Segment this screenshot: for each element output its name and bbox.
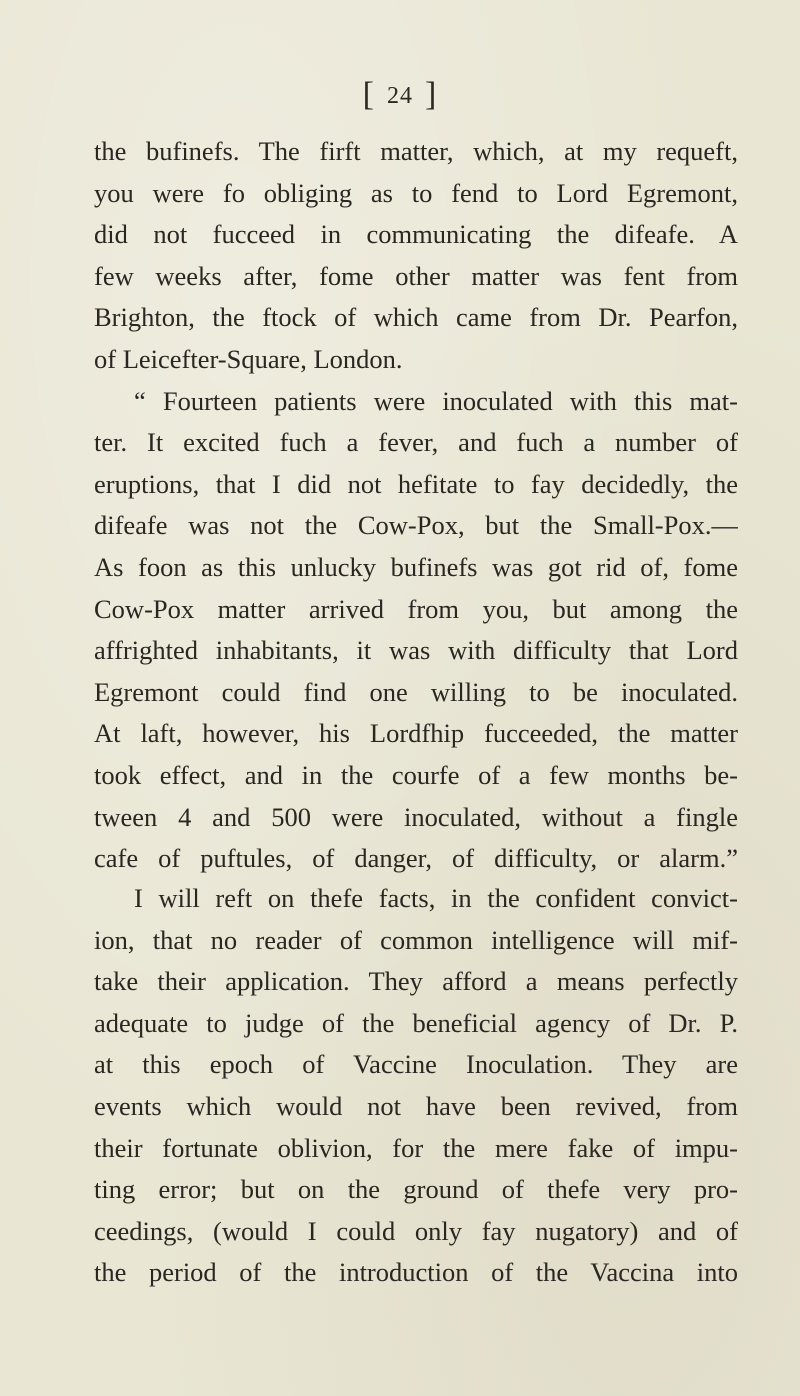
text-line: few weeks after, fome other matter was fent from	[94, 260, 738, 291]
text-line: “ Fourteen patients were inoculated with this mat-	[134, 385, 738, 416]
text-line: Cow-Pox matter arrived from you, but among the	[94, 593, 738, 624]
text-line: take their application. They afford a means perfectly	[94, 966, 738, 997]
page-header	[0, 76, 800, 114]
text-line: I will reft on thefe facts, in the confident convict-	[134, 883, 738, 913]
header-open-bracket: [	[362, 76, 375, 113]
text-line: the bufinefs. The firft matter, which, at my requeft,	[94, 136, 738, 166]
text-line: tween 4 and 500 were inoculated, without a fingle	[94, 801, 738, 832]
text-line: at this epoch of Vaccine Inoculation. They are	[94, 1049, 738, 1080]
text-line: ion, that no reader of common intelligence will mif-	[94, 924, 738, 955]
text-line: At laft, however, his Lordfhip fucceeded, the matter	[94, 718, 738, 749]
text-line: events which would not have been revived, from	[94, 1090, 738, 1121]
text-line: you were fo obliging as to fend to Lord Egremont,	[94, 177, 738, 208]
text-line: their fortunate oblivion, for the mere fake of impu-	[94, 1132, 738, 1163]
text-line: ceedings, (would I could only fay nugatory) and of	[94, 1215, 738, 1246]
text-line: adequate to judge of the beneficial agency of Dr. P.	[94, 1007, 738, 1038]
text-line: As foon as this unlucky bufinefs was got rid of, fome	[94, 551, 738, 582]
text-line: eruptions, that I did not hefitate to fay decidedly, the	[94, 468, 738, 499]
text-line: the period of the introduction of the Vaccina into	[94, 1257, 738, 1288]
text-line: Brighton, the ftock of which came from Dr. Pearfon,	[94, 302, 738, 333]
text-line: took effect, and in the courfe of a few months be-	[94, 759, 738, 790]
paragraph-2	[94, 878, 738, 1294]
page-number: 24	[387, 83, 413, 109]
text-line: of Leicefter-Square, London.	[94, 343, 403, 374]
header-close-bracket: ]	[425, 76, 438, 113]
paragraph-1	[94, 131, 738, 880]
text-line: difeafe was not the Cow-Pox, but the Small-Pox.—	[94, 510, 738, 541]
text-line: Egremont could find one willing to be inoculated.	[94, 676, 738, 707]
text-line: ting error; but on the ground of thefe very pro-	[94, 1174, 738, 1205]
text-line: cafe of puftules, of danger, of difficulty, or alarm.”	[94, 843, 738, 874]
text-line: ter. It excited fuch a fever, and fuch a number of	[94, 427, 738, 458]
text-line: affrighted inhabitants, it was with difficulty that Lord	[94, 635, 738, 666]
text-line: did not fucceed in communicating the difeafe. A	[94, 219, 738, 250]
